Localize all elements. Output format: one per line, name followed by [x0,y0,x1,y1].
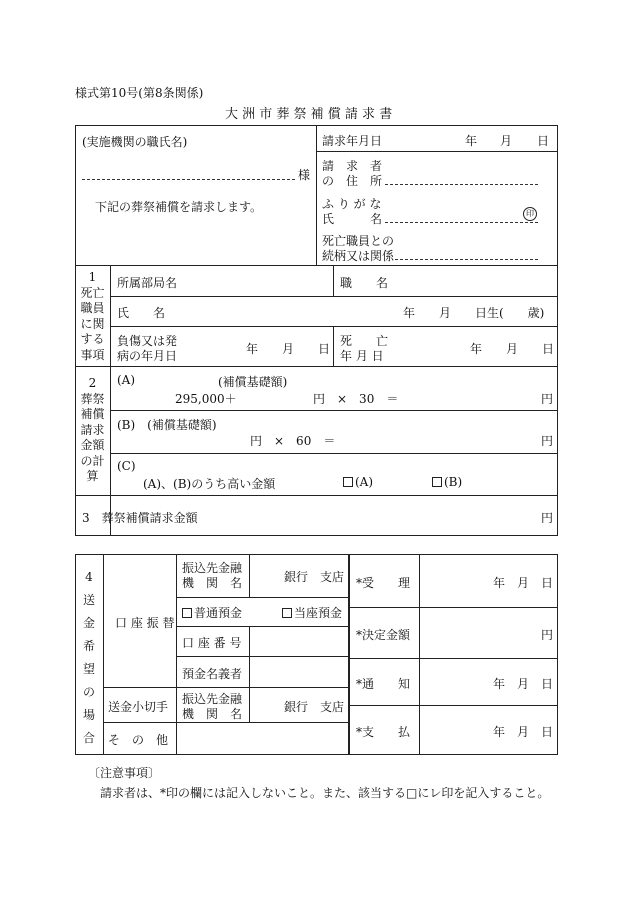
injury-date-value: 年 月 日 [246,342,331,356]
total-amount-label: 3 葬祭補償請求金額 [82,511,198,525]
date-year-label: 年 [465,134,478,148]
calc-b-multiplier: 円 × 60 ＝ [250,434,336,448]
claimant-name-field[interactable] [385,222,538,223]
date-month-label: 月 [500,134,513,148]
total-amount-yen: 円 [541,511,554,525]
section4-label: 4 送 金 希 望 の 場 合 [82,570,95,745]
seal-mark: 印 [523,207,537,221]
decision-amount-label: *決定金額 [356,628,411,642]
account-number-label: 口 座 番 号 [182,636,242,650]
injury-date-label-1: 負傷又は発 [117,334,178,348]
death-date-value: 年 月 日 [470,342,555,356]
job-label: 職 名 [340,276,389,290]
receipt-label: *受 理 [356,576,411,590]
relation-label-1: 死亡職員との [322,234,395,248]
agency-label: (実施機関の職氏名) [82,135,188,149]
payment-label: *支 払 [356,725,411,739]
agency-field[interactable] [82,179,295,180]
check-bank-label-2: 機 関 名 [182,707,243,721]
relation-label-2: 続柄又は関係 [322,249,395,263]
relation-field[interactable] [395,259,538,260]
calc-a-formula: 295,000＋ [175,392,237,406]
account-transfer-label: 口 座 振 替 [115,616,175,630]
notes-text: 請求者は、*印の欄には記入しないこと。また、該当する□にレ印を記入すること。 [100,786,550,800]
remittance-check-label: 送金小切手 [108,700,169,714]
claimant-address-label-2: の 住 所 [322,174,383,188]
death-date-label-1: 死 亡 [340,334,389,348]
notice-label: *通 知 [356,677,411,691]
claimant-address-field[interactable] [385,184,538,185]
notes-title: 〔注意事項〕 [88,766,161,780]
injury-date-label-2: 病の年月日 [117,349,178,363]
birth-date-label: 年 月 日生( 歳) [403,306,545,320]
bank-name-label-1: 振込先金融 [182,561,243,575]
ordinary-deposit-checkbox[interactable]: 普通預金 [182,604,242,621]
account-holder-label: 預金名義者 [182,667,243,681]
date-day-label: 日 [537,134,550,148]
furigana-label: ふ り が な [322,197,382,211]
calc-a-label: (A) [117,373,136,387]
calc-b-label: (B) (補償基礎額) [117,418,217,432]
calc-a-yen: 円 [541,392,554,406]
calc-a-basis-label: (補償基礎額) [218,375,288,389]
calc-b-yen: 円 [541,434,554,448]
checkbox-option-a[interactable]: (A) [343,475,373,489]
checkbox-icon [432,477,442,487]
bank-name-label-2: 機 関 名 [182,576,243,590]
dept-label: 所属部局名 [117,276,178,290]
notice-date: 年 月 日 [493,677,554,691]
section1-label: 1 死亡 職員 に関 する 事項 [80,270,105,362]
checkbox-icon [282,608,292,618]
form-title: 大 洲 市 葬 祭 補 償 請 求 書 [225,107,393,122]
request-date-label: 請求年月日 [322,134,383,148]
checkbox-icon [182,608,192,618]
checkbox-icon [343,477,353,487]
decision-amount-yen: 円 [541,628,554,642]
payment-date: 年 月 日 [493,725,554,739]
calc-c-label: (C) [117,459,136,473]
claimant-address-label-1: 請 求 者 [322,159,383,173]
current-deposit-checkbox[interactable]: 当座預金 [282,604,342,621]
check-branch-label: 銀行 支店 [284,700,345,714]
claimant-name-label: 氏 名 [322,212,383,226]
checkbox-option-b[interactable]: (B) [432,475,462,489]
receipt-date: 年 月 日 [493,576,554,590]
deceased-name-label: 氏 名 [117,306,166,320]
sama-label: 様 [298,168,311,182]
request-text: 下記の葬祭補償を請求します。 [95,200,263,214]
check-bank-label-1: 振込先金融 [182,692,243,706]
death-date-label-2: 年 月 日 [340,349,384,363]
calc-a-multiplier: 円 × 30 ＝ [313,392,399,406]
bank-branch-label: 銀行 支店 [284,570,345,584]
section2-label: 2 葬祭 補償 請求 金額 の計 算 [80,376,105,483]
other-label: そ の 他 [108,733,169,747]
form-number: 様式第10号(第8条関係) [75,86,204,100]
calc-c-text: (A)、(B)のうち高い金額 [143,477,276,491]
